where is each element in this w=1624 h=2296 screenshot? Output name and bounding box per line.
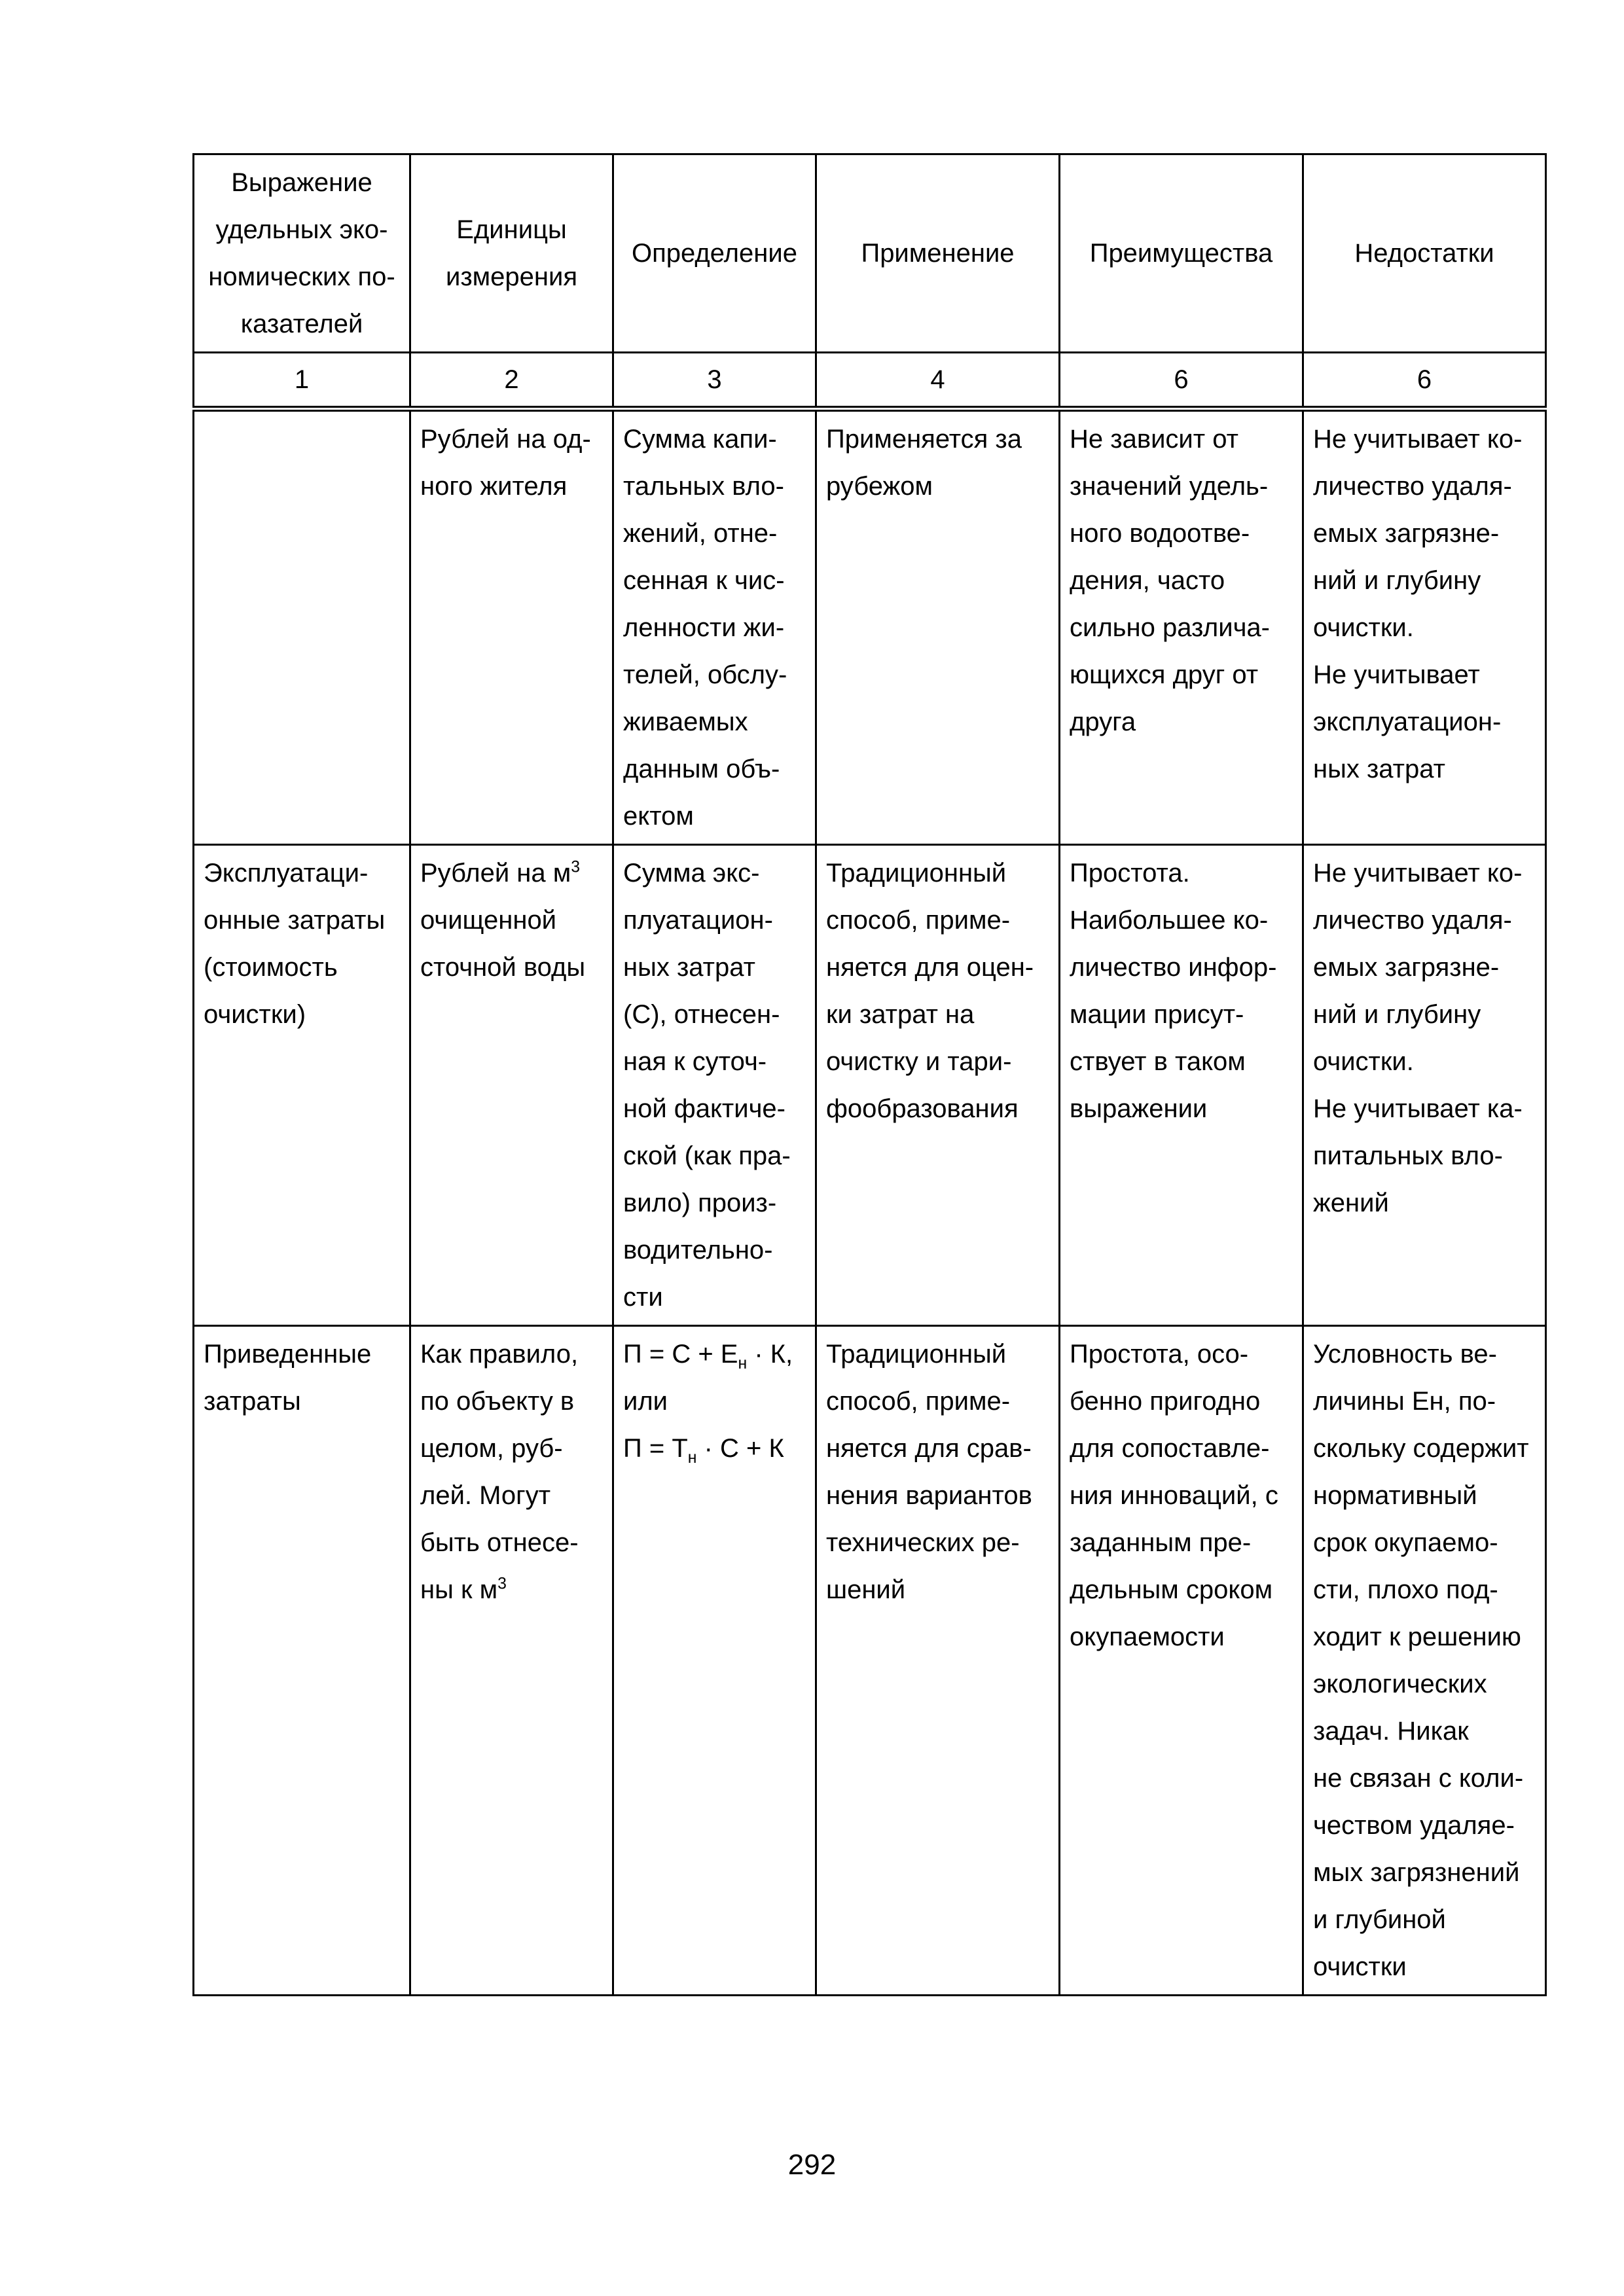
cell-definition: Сумма капи- тальных вло- жений, отне- сенная к чис- ленности жи- телей, обслу- живаемых данным объ- ектом xyxy=(613,409,816,845)
cell-units: Рублей на од- ного жителя xyxy=(410,409,613,845)
column-number: 4 xyxy=(816,353,1060,409)
column-number: 2 xyxy=(410,353,613,409)
table-row xyxy=(194,409,1546,845)
cell-indicator xyxy=(194,409,410,845)
column-number-row xyxy=(194,353,1546,409)
table-row xyxy=(194,845,1546,1326)
header-application: Применение xyxy=(816,154,1060,353)
table-row xyxy=(194,1326,1546,1996)
indicators-table xyxy=(192,153,1547,1996)
cell-indicator: Эксплуатаци- онные затраты (стоимость очистки) xyxy=(194,845,410,1326)
page-number: 292 xyxy=(787,2149,837,2181)
formula-text: · К, xyxy=(747,1340,793,1369)
column-number: 3 xyxy=(613,353,816,409)
column-number: 6 xyxy=(1060,353,1303,409)
header-disadvantages: Недостатки xyxy=(1303,154,1546,353)
header-indicator: Выражение удельных эко- номических по- казателей xyxy=(194,154,410,353)
cell-advantages: Простота, осо- бенно пригодно для сопоставле- ния инноваций, с заданным пре- дельным сроком окупаемости xyxy=(1060,1326,1303,1996)
units-superscript: 3 xyxy=(497,1575,507,1593)
cell-units xyxy=(410,845,613,1326)
cell-advantages: Не зависит от значений удель- ного водоотве- дения, часто сильно различа- ющихся друг от друга xyxy=(1060,409,1303,845)
formula-text: П = С + Е xyxy=(623,1340,738,1369)
column-number: 1 xyxy=(194,353,410,409)
units-text: очищенной сточной воды xyxy=(420,906,586,982)
units-text: Рублей на м xyxy=(420,859,571,888)
cell-disadvantages: Не учитывает ко- личество удаля- емых загрязне- ний и глубину очистки. Не учитывает ка- питальных вло- жений xyxy=(1303,845,1546,1326)
header-units: Единицы измерения xyxy=(410,154,613,353)
cell-definition xyxy=(613,1326,816,1996)
header-row xyxy=(194,154,1546,353)
formula-text: · С + К xyxy=(696,1434,784,1463)
cell-disadvantages: Условность ве- личины Ен, по- скольку содержит нормативный срок окупаемо- сти, плохо под- ходит к решению экологических задач. Никак не связан с коли- чеством удаляе- мых загрязнений и глубиной очистки xyxy=(1303,1326,1546,1996)
formula-subscript: н xyxy=(738,1355,748,1372)
cell-disadvantages: Не учитывает ко- личество удаля- емых загрязне- ний и глубину очистки. Не учитывает эксплуатацион- ных затрат xyxy=(1303,409,1546,845)
cell-definition: Сумма экс- плуатацион- ных затрат (С), отнесен- ная к суточ- ной фактиче- ской (как пра- вило) произ- водительно- сти xyxy=(613,845,816,1326)
cell-application: Применяется за рубежом xyxy=(816,409,1060,845)
formula-2 xyxy=(623,1434,784,1467)
column-number: 6 xyxy=(1303,353,1546,409)
units-text: Как правило, по объекту в целом, руб- лей. Могут быть отнесе- ны к м xyxy=(420,1340,579,1604)
cell-units xyxy=(410,1326,613,1996)
formula-1 xyxy=(623,1340,793,1372)
units-superscript: 3 xyxy=(571,858,581,876)
formula-text: П = Т xyxy=(623,1434,688,1463)
cell-application: Традиционный способ, приме- няется для срав- нения вариантов технических ре- шений xyxy=(816,1326,1060,1996)
header-definition: Определение xyxy=(613,154,816,353)
cell-application: Традиционный способ, приме- няется для оцен- ки затрат на очистку и тари- фообразования xyxy=(816,845,1060,1326)
cell-advantages: Простота. Наибольшее ко- личество инфор- мации присут- ствует в таком выражении xyxy=(1060,845,1303,1326)
header-advantages: Преимущества xyxy=(1060,154,1303,353)
formula-subscript: н xyxy=(687,1449,697,1467)
formula-or: или xyxy=(623,1387,668,1416)
cell-indicator: Приведенные затраты xyxy=(194,1326,410,1996)
